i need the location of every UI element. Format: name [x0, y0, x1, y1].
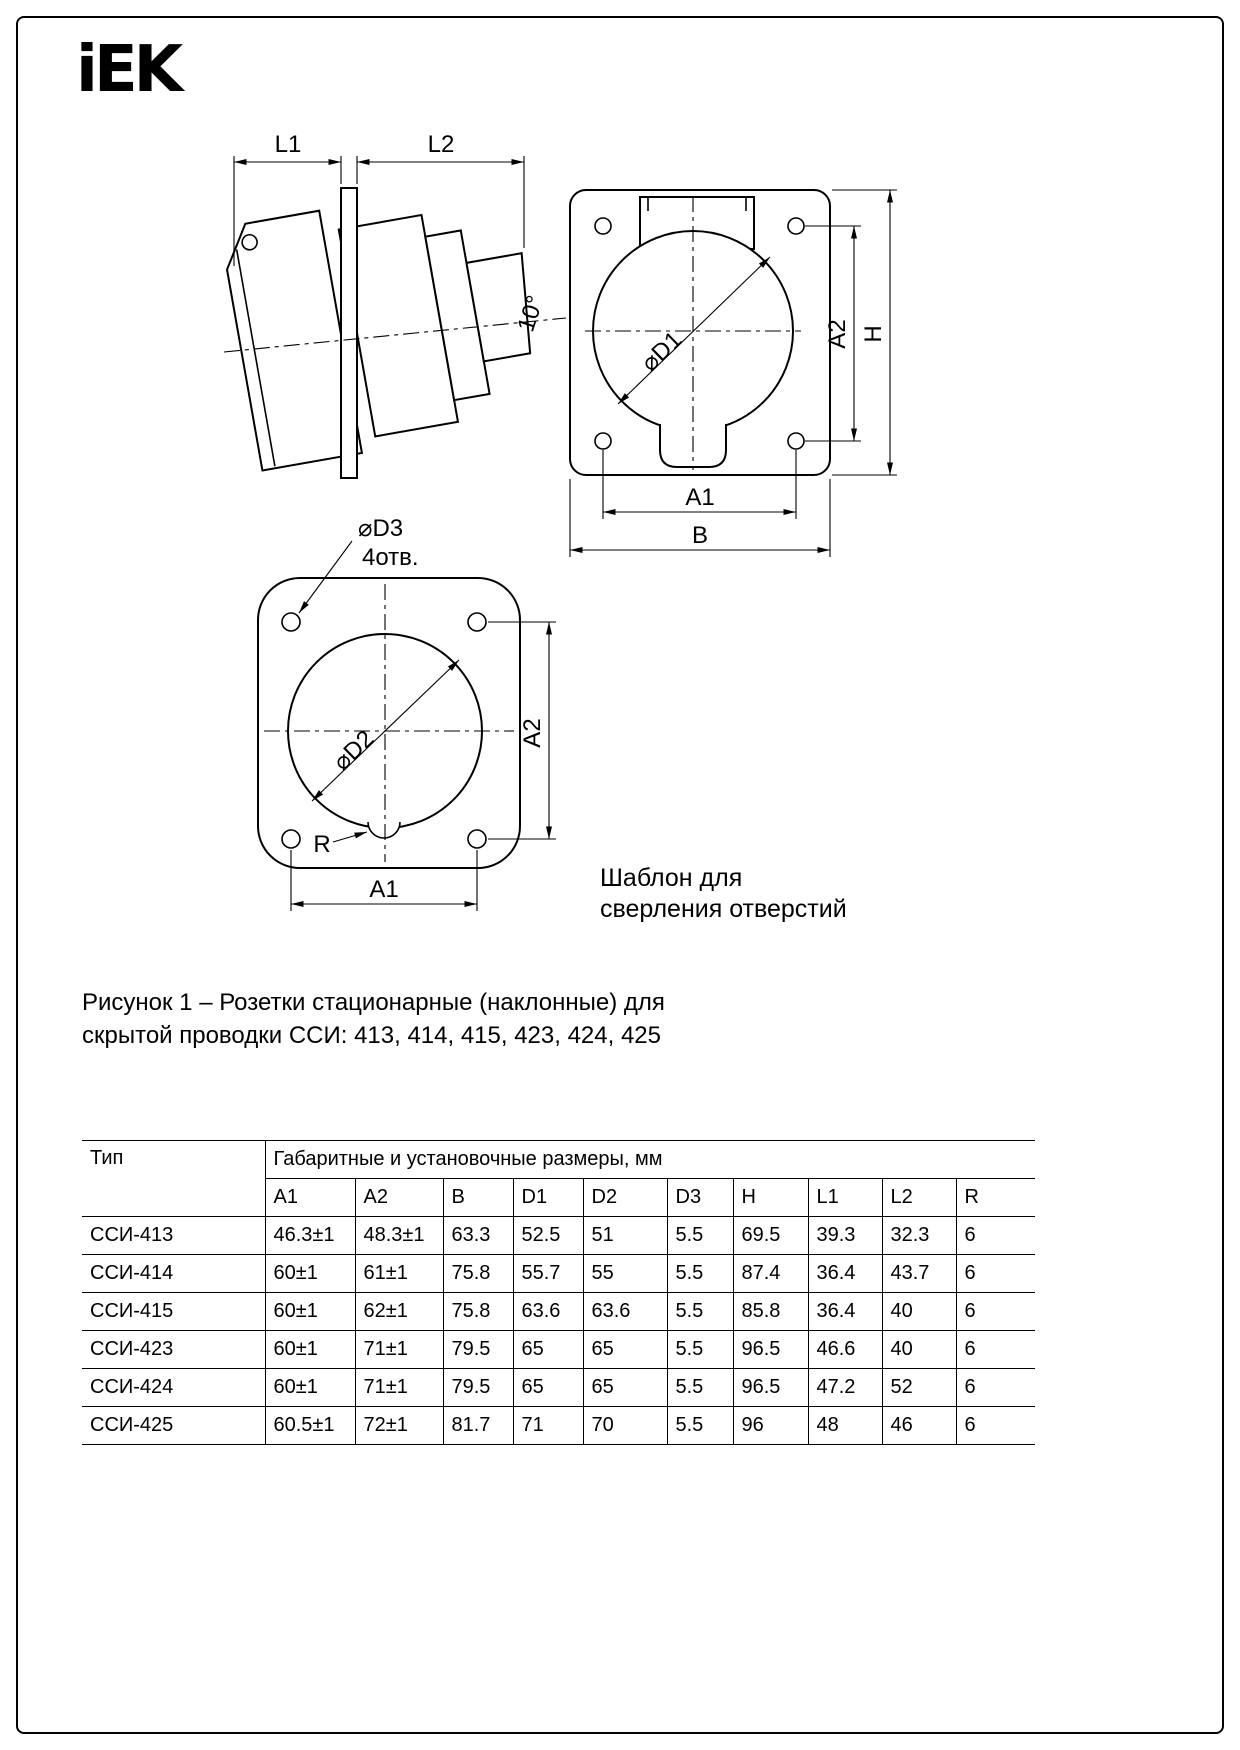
column-header: A2: [355, 1179, 443, 1217]
value-cell: 6: [956, 1331, 1035, 1369]
value-cell: 60±1: [265, 1331, 355, 1369]
value-cell: 40: [882, 1293, 956, 1331]
value-cell: 6: [956, 1255, 1035, 1293]
value-cell: 5.5: [667, 1331, 733, 1369]
value-cell: 60±1: [265, 1293, 355, 1331]
drill-hole: [468, 830, 486, 848]
value-cell: 71±1: [355, 1369, 443, 1407]
value-cell: 52: [882, 1369, 956, 1407]
column-header: D3: [667, 1179, 733, 1217]
table-row: [82, 1407, 1035, 1445]
value-cell: 81.7: [443, 1407, 513, 1445]
column-header: L2: [882, 1179, 956, 1217]
value-cell: 71±1: [355, 1331, 443, 1369]
value-cell: 6: [956, 1293, 1035, 1331]
value-cell: 55: [583, 1255, 667, 1293]
column-header: B: [443, 1179, 513, 1217]
value-cell: 63.6: [583, 1293, 667, 1331]
value-cell: 48.3±1: [355, 1217, 443, 1255]
mounting-flange-plate: [341, 188, 357, 478]
value-cell: 65: [513, 1369, 583, 1407]
type-cell: ССИ-424: [82, 1369, 265, 1407]
column-header: A1: [265, 1179, 355, 1217]
dim-label-a1: A1: [685, 484, 715, 511]
value-cell: 5.5: [667, 1255, 733, 1293]
type-cell: ССИ-414: [82, 1255, 265, 1293]
drill-hole: [282, 613, 300, 631]
value-cell: 61±1: [355, 1255, 443, 1293]
value-cell: 75.8: [443, 1255, 513, 1293]
value-cell: 36.4: [808, 1255, 882, 1293]
column-header: R: [956, 1179, 1035, 1217]
drill-hole: [468, 613, 486, 631]
value-cell: 72±1: [355, 1407, 443, 1445]
mounting-hole: [788, 218, 804, 234]
type-column-header: Тип: [82, 1141, 265, 1217]
column-header: L1: [808, 1179, 882, 1217]
value-cell: 5.5: [667, 1369, 733, 1407]
value-cell: 36.4: [808, 1293, 882, 1331]
front-view: [570, 190, 897, 557]
value-cell: 46.6: [808, 1331, 882, 1369]
table-row: [82, 1331, 1035, 1369]
dim-label-l1: L1: [274, 131, 302, 158]
template-note-line1: Шаблон для: [600, 864, 743, 892]
drill-hole: [282, 830, 300, 848]
template-note-line2: сверления отверстий: [600, 895, 847, 923]
value-cell: 65: [583, 1331, 667, 1369]
column-header: H: [733, 1179, 808, 1217]
value-cell: 96: [733, 1407, 808, 1445]
value-cell: 65: [583, 1369, 667, 1407]
dim-label-r: R: [313, 831, 331, 858]
value-cell: 85.8: [733, 1293, 808, 1331]
type-cell: ССИ-415: [82, 1293, 265, 1331]
value-cell: 48: [808, 1407, 882, 1445]
value-cell: 55.7: [513, 1255, 583, 1293]
value-cell: 62±1: [355, 1293, 443, 1331]
value-cell: 47.2: [808, 1369, 882, 1407]
dim-label-angle: 10°: [512, 292, 550, 336]
figure-caption-line2: скрытой проводки ССИ: 413, 414, 415, 423, 424, 425: [82, 1022, 661, 1049]
value-cell: 32.3: [882, 1217, 956, 1255]
value-cell: 46: [882, 1407, 956, 1445]
dim-label-d3: ⌀D3: [358, 515, 404, 542]
value-cell: 39.3: [808, 1217, 882, 1255]
dim-label-d2: ⌀D2: [328, 725, 380, 776]
figure-caption: [82, 986, 782, 1052]
value-cell: 63.6: [513, 1293, 583, 1331]
value-cell: 5.5: [667, 1293, 733, 1331]
mounting-hole: [595, 433, 611, 449]
dimensions-table: [82, 1140, 1035, 1445]
value-cell: 5.5: [667, 1407, 733, 1445]
table-row: [82, 1217, 1035, 1255]
table-row: [82, 1369, 1035, 1407]
value-cell: 6: [956, 1217, 1035, 1255]
value-cell: 52.5: [513, 1217, 583, 1255]
drill-template-view: [258, 515, 847, 923]
value-cell: 69.5: [733, 1217, 808, 1255]
value-cell: 71: [513, 1407, 583, 1445]
value-cell: 87.4: [733, 1255, 808, 1293]
type-cell: ССИ-413: [82, 1217, 265, 1255]
value-cell: 96.5: [733, 1369, 808, 1407]
value-cell: 96.5: [733, 1331, 808, 1369]
table-group-header-row: [82, 1141, 1035, 1179]
value-cell: 6: [956, 1407, 1035, 1445]
dim-label-h: H: [860, 325, 887, 343]
dim-label-d3-qty: 4отв.: [362, 544, 419, 571]
dim-label-a2: A2: [824, 319, 851, 349]
column-header: D1: [513, 1179, 583, 1217]
dim-label-b: B: [691, 522, 709, 549]
value-cell: 75.8: [443, 1293, 513, 1331]
type-cell: ССИ-425: [82, 1407, 265, 1445]
group-header: Габаритные и установочные размеры, мм: [265, 1141, 1035, 1179]
side-view: [220, 131, 566, 478]
value-cell: 40: [882, 1331, 956, 1369]
value-cell: 70: [583, 1407, 667, 1445]
value-cell: 51: [583, 1217, 667, 1255]
mounting-hole: [595, 218, 611, 234]
mounting-hole: [788, 433, 804, 449]
dim-label-a2-template: A2: [519, 718, 546, 748]
type-cell: ССИ-423: [82, 1331, 265, 1369]
value-cell: 79.5: [443, 1331, 513, 1369]
iek-logo: iEK: [76, 33, 180, 107]
table-body: [82, 1217, 1035, 1445]
column-header: D2: [583, 1179, 667, 1217]
dim-label-a1-template: A1: [369, 876, 399, 903]
figure-caption-line1: Рисунок 1 – Розетки стационарные (наклонные) для: [82, 989, 665, 1016]
value-cell: 79.5: [443, 1369, 513, 1407]
value-cell: 46.3±1: [265, 1217, 355, 1255]
dim-label-d1: ⌀D1: [636, 326, 688, 377]
value-cell: 60±1: [265, 1369, 355, 1407]
table-row: [82, 1293, 1035, 1331]
table-row: [82, 1255, 1035, 1293]
value-cell: 43.7: [882, 1255, 956, 1293]
value-cell: 6: [956, 1369, 1035, 1407]
value-cell: 5.5: [667, 1217, 733, 1255]
value-cell: 65: [513, 1331, 583, 1369]
value-cell: 63.3: [443, 1217, 513, 1255]
value-cell: 60±1: [265, 1255, 355, 1293]
dim-label-l2: L2: [427, 131, 455, 158]
value-cell: 60.5±1: [265, 1407, 355, 1445]
